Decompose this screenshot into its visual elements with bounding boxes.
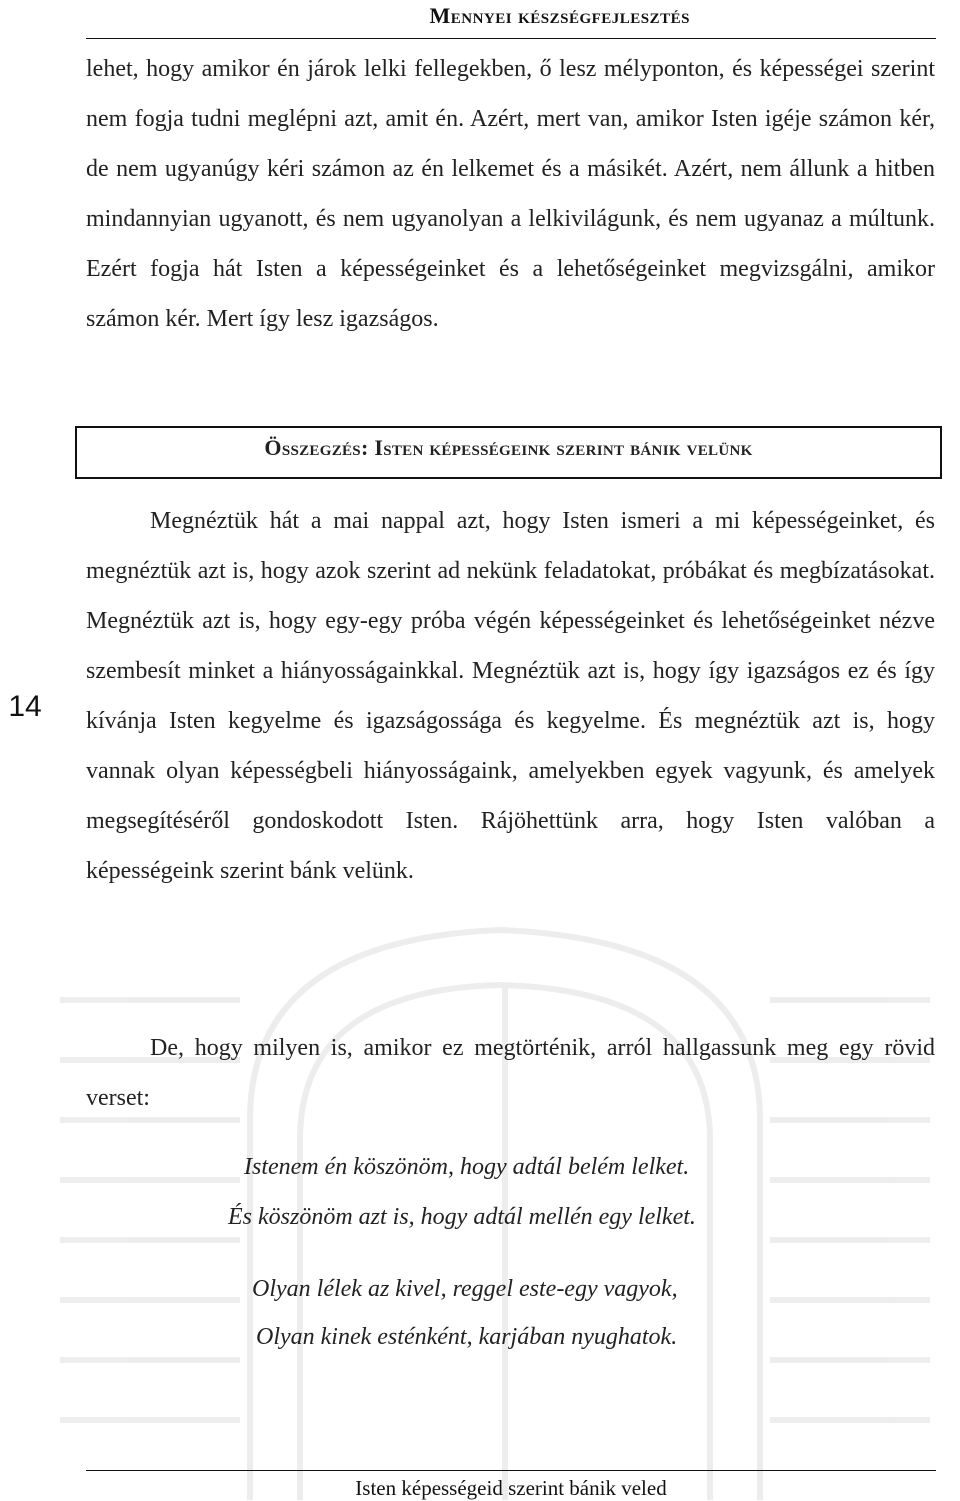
page-number: 14	[8, 690, 42, 723]
intro-paragraph-text: De, hogy milyen is, amikor ez megtörténik, arról hallgassunk meg egy rövid verset:	[86, 1035, 935, 1111]
poem-line-4: Olyan kinek esténként, karjában nyughatok.	[256, 1324, 678, 1350]
section-title: Összegzés: Isten képességeink szerint bánik velünk	[264, 435, 753, 460]
header-title: Mennyei készségfejlesztés	[429, 3, 690, 28]
page-header	[86, 0, 936, 39]
intro-paragraph	[86, 1023, 935, 1123]
summary-paragraph-text: Megnéztük hát a mai nappal azt, hogy Isten ismeri a mi képességeinket, és megnéztük azt is, hogy azok szerint ad nekünk feladatokat, próbákat és megbízatásokat. Megnéztük azt is, hogy egy-egy próba végén képességeinket és lehetőségeinket nézve szembesít minket a hiányosságainkkal. Megnéztük azt is, hogy így igazságos ez és így kívánja Isten kegyelme és igazságossága és kegyelme. És megnéztük azt is, hogy vannak olyan képességbeli hiányosságaink, amelyekben egyek vagyunk, és amelyek megsegítéséről gondoskodott Isten. Rájöhettünk arra, hogy Isten valóban a képességeink szerint bánk velünk.	[86, 508, 935, 884]
poem-line-3: Olyan lélek az kivel, reggel este-egy vagyok,	[252, 1276, 678, 1302]
section-heading-box	[75, 426, 942, 479]
summary-paragraph	[86, 496, 935, 896]
poem-line-1: Istenem én köszönöm, hogy adtál belém lelket.	[244, 1154, 690, 1180]
paragraph-continued: lehet, hogy amikor én járok lelki fellegekben, ő lesz mélyponton, és képességei szerint nem fogja tudni meglépni azt, amit én. Azért, mert van, amikor Isten igéje számon kér, de nem ugyanúgy kéri számon az én lelkemet és a másikét. Azért, nem állunk a hitben mindannyian ugyanott, és nem ugyanolyan a lelkivilágunk, és nem ugyanaz a múltunk. Ezért fogja hát Isten a képességeinket és a lehetőségeinket megvizsgálni, amikor számon kér. Mert így lesz igazságos.	[86, 56, 935, 332]
footer-text: Isten képességeid szerint bánik veled	[355, 1476, 667, 1500]
page-footer	[86, 1470, 936, 1500]
poem-line-2: És köszönöm azt is, hogy adtál mellén egy lelket.	[228, 1204, 696, 1230]
